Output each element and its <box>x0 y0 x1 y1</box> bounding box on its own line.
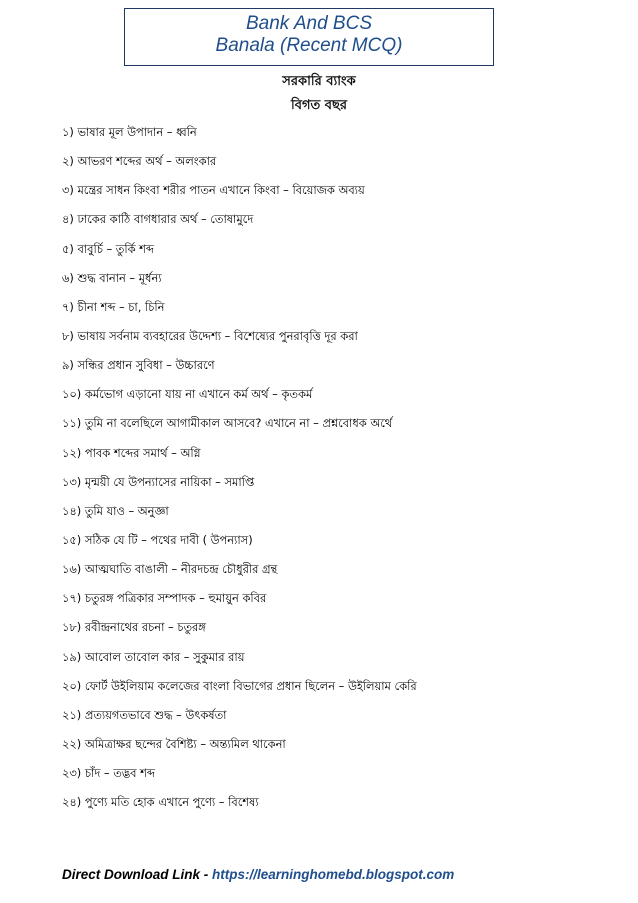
section-subheading: বিগত বছর <box>290 98 348 113</box>
download-link[interactable]: https://learninghomebd.blogspot.com <box>212 867 455 882</box>
footer <box>62 867 454 882</box>
title-line-2: Banala (Recent MCQ) <box>215 35 403 56</box>
question-item: ৯) সন্ধির প্রধান সুবিধা – উচ্চারণে <box>62 358 215 373</box>
question-item: ১) ভাষার মূল উপাদান – ধ্বনি <box>62 125 197 139</box>
question-item: ২০) ফোর্ট উইলিয়াম কলেজের বাংলা বিভাগের প্রধান ছিলেন – উইলিয়াম কেরি <box>62 678 417 693</box>
question-item: ১৬) আত্মঘাতি বাঙালী – নীরদচন্দ্র চৌধুরীর গ্রন্থ <box>62 562 278 577</box>
question-item: ১৮) রবীন্দ্রনাথের রচনা – চতুরঙ্গ <box>62 620 206 635</box>
question-item: ৪) ঢাকের কাঠি বাগধারার অর্থ – তোষামুদে <box>62 212 254 227</box>
question-item: ৫) বাবুর্চি – তুর্কি শব্দ <box>62 241 154 256</box>
title-box <box>124 8 494 66</box>
footer-label: Direct Download Link - <box>62 867 213 882</box>
question-item: ২২) অমিত্রাক্ষর ছন্দের বৈশিষ্ট্য – অন্ত্যমিল থাকেনা <box>62 736 286 751</box>
question-item: ১০) কর্মভোগ এড়ানো যায় না এখানে কর্ম অর্থ – কৃতকর্ম <box>62 387 313 402</box>
question-item: ১২) পাবক শব্দের সমার্থ – অগ্নি <box>62 445 201 460</box>
question-list <box>62 118 622 817</box>
question-item: ৬) শুদ্ধ বানান – মূর্ধন্য <box>62 270 162 285</box>
question-item: ২৪) পুণ্যে মতি হোক এখানে পুণ্যে – বিশেষ্য <box>62 795 259 810</box>
question-item: ১৭) চতুরঙ্গ পত্রিকার সম্পাদক – হুমায়ুন কবির <box>62 591 267 606</box>
question-item: ৮) ভাষায় সর্বনাম ব্যবহারের উদ্দেশ্য – বিশেষ্যের পুনরাবৃত্তি দূর করা <box>62 328 358 343</box>
question-item: ১৯) আবোল তাবোল কার – সুকুমার রায় <box>62 649 245 664</box>
question-item: ২) আভরণ শব্দের অর্থ – অলংকার <box>62 154 217 169</box>
question-item: ১৫) সঠিক যে টি – পথের দাবী ( উপন্যাস) <box>62 532 253 547</box>
question-item: ৭) চীনা শব্দ – চা, চিনি <box>62 299 165 314</box>
question-item: ৩) মন্ত্রের সাধন কিংবা শরীর পাতন এখানে কিংবা – বিয়োজক অব্যয় <box>62 183 365 198</box>
title-line-1: Bank And BCS <box>245 13 373 34</box>
question-item: ১৪) তুমি যাও – অনুজ্ঞা <box>62 503 169 518</box>
question-item: ২১) প্রত্যয়গতভাবে শুদ্ধ – উৎকর্ষতা <box>62 707 227 722</box>
question-item: ১১) তুমি না বলেছিলে আগামীকাল আসবে? এখানে না – প্রশ্নবোধক অর্থে <box>62 416 393 431</box>
section-heading: সরকারি ব্যাংক <box>282 74 356 89</box>
question-item: ১৩) মৃন্ময়ী যে উপন্যাসের নায়িকা – সমাপ্তি <box>62 474 255 489</box>
question-item: ২৩) চাঁদ – তদ্ভব শব্দ <box>62 766 155 781</box>
